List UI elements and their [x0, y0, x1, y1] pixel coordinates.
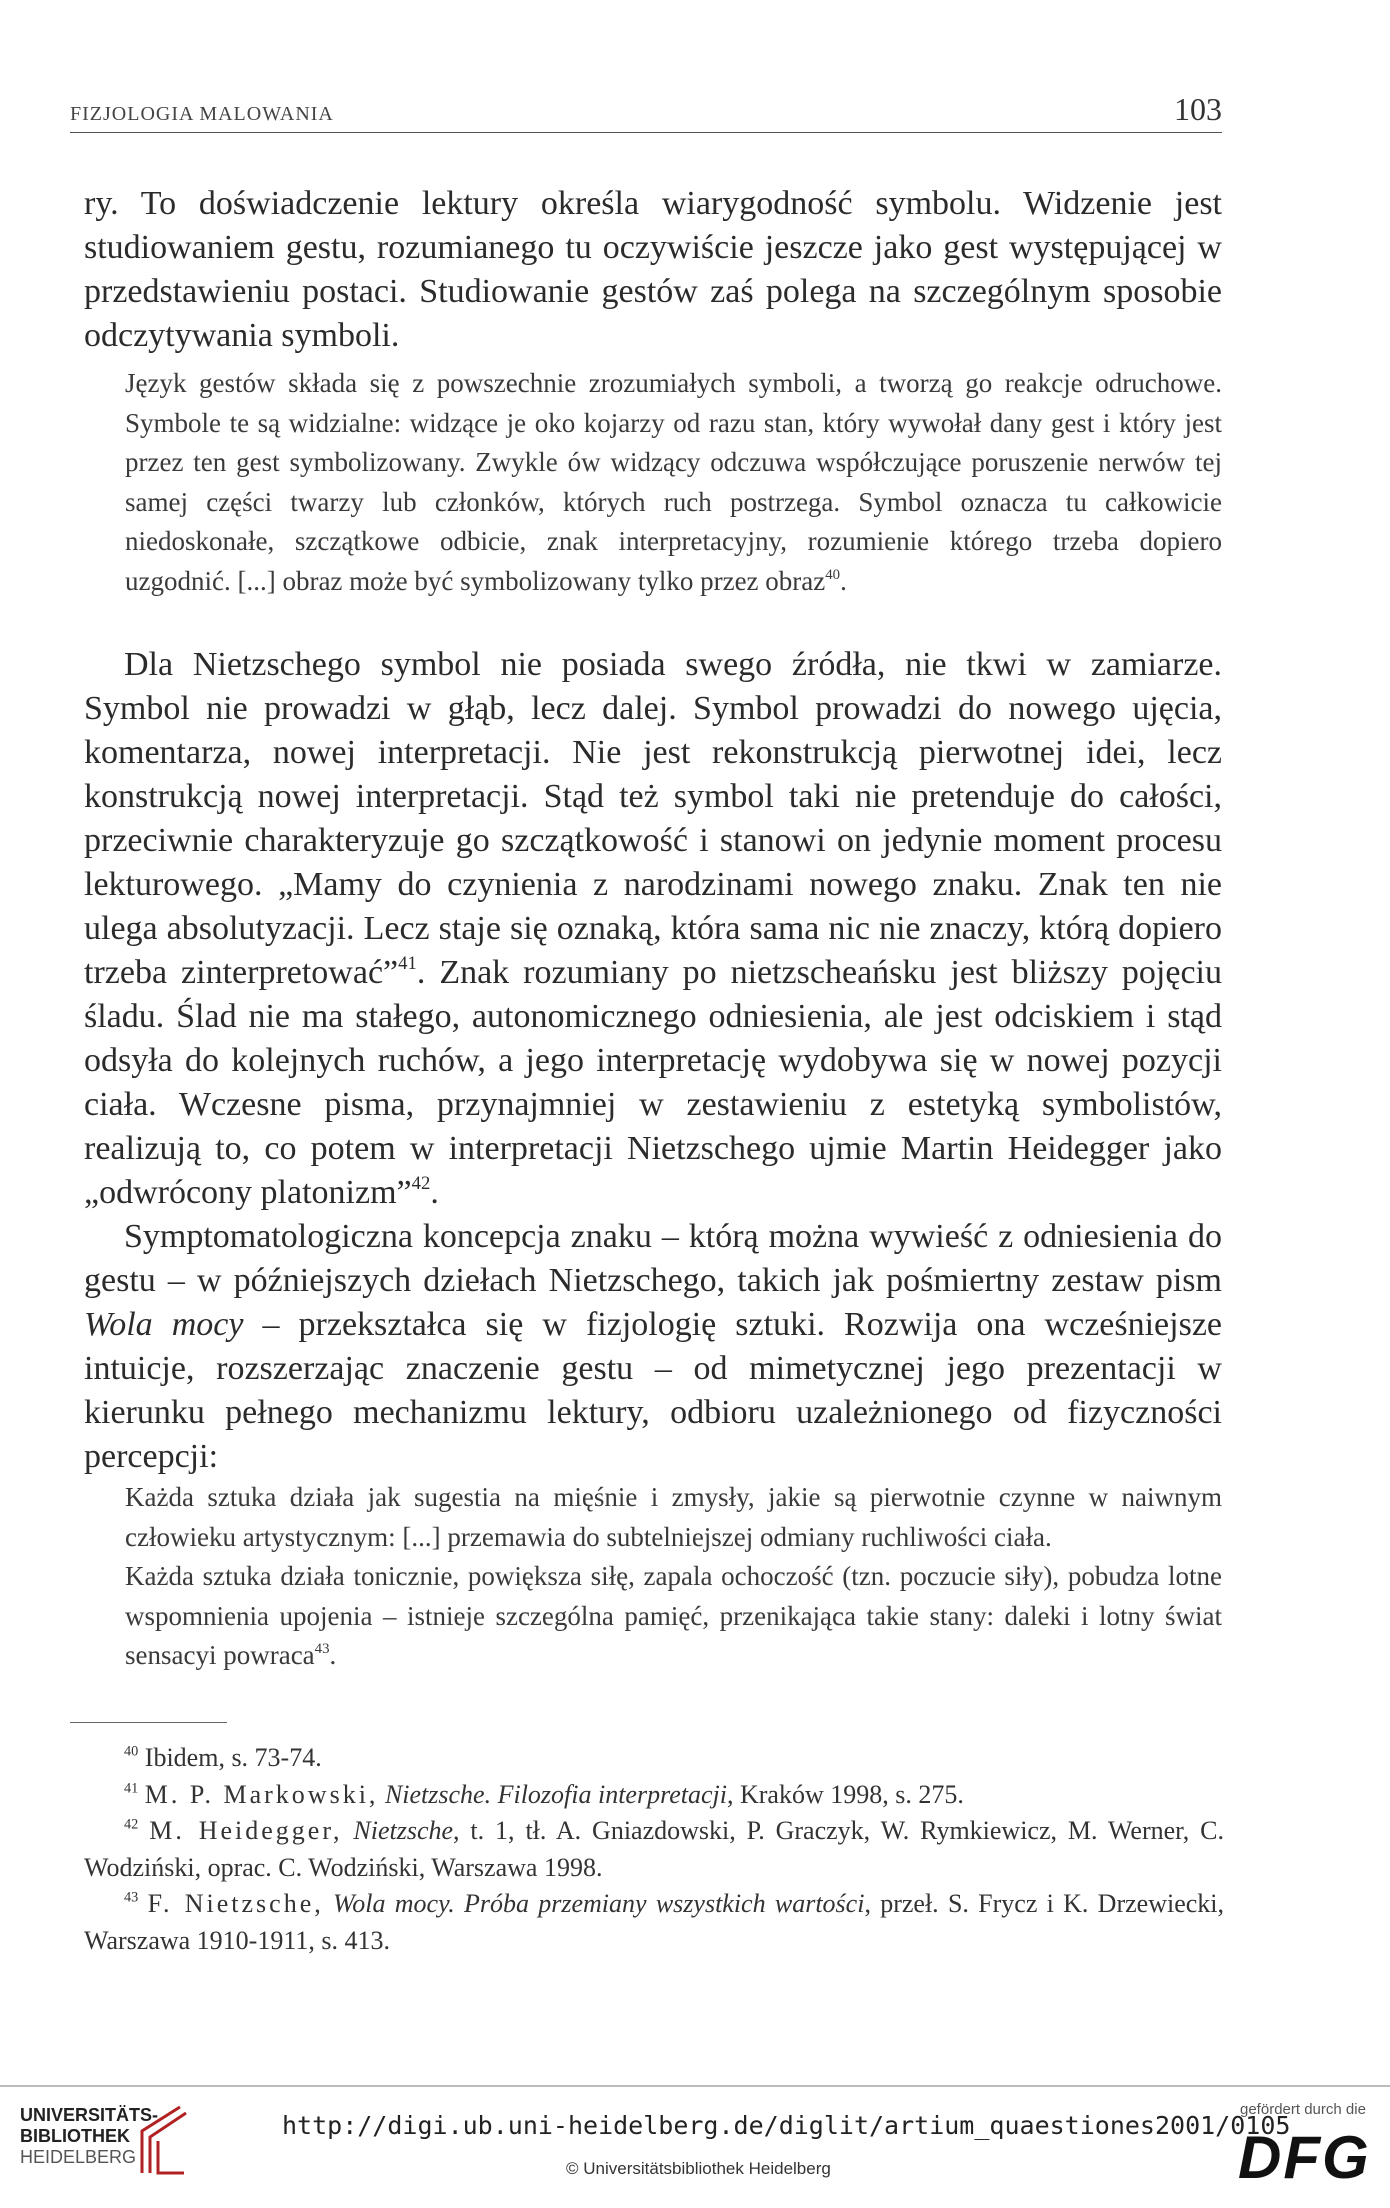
footnote-42-rest: , t. 1, tł. A. Gniazdowski, P. Graczyk, W. Rymkiewicz, M. Werner, C. Wodziński, oprac. C. Wodziński, Warszawa 1998.	[84, 1816, 1225, 1882]
footnote-42	[84, 1813, 1224, 1886]
library-line-2: BIBLIOTHEK	[20, 2126, 130, 2146]
paragraph-2	[84, 643, 1222, 1215]
footnote-ref-43: 43	[314, 1640, 330, 1657]
footnote-43-number: 43	[124, 1889, 139, 1906]
paragraph-2-part1: Dla Nietzschego symbol nie posiada swego źródła, nie tkwi w zamiarze. Symbol nie prowadzi w głąb, lecz dalej. Symbol prowadzi do nowego ujęcia, komentarza, nowej interpretacji. Nie jest rekonstrukcją pierwotnej idei, lecz konstrukcją nowej interpretacji. Stąd też symbol taki nie pretenduje do całości, przeciwnie charakteryzuje go szczątkowość i stanowi on jedynie moment procesu lekturowego. „Mamy do czynienia z narodzinami nowego znaku. Znak ten nie ulega absolutyzacji. Lecz staje się oznaką, która sama nic nie znaczy, którą dopiero trzeba zinterpretować”	[84, 646, 1222, 991]
block-quote-2	[125, 1478, 1222, 1676]
paragraph-3-text	[84, 1215, 1222, 1479]
paragraph-2-part2: . Znak rozumiany po nietzscheańsku jest bliższy pojęciu śladu. Ślad nie ma stałego, autonomicznego odniesienia, ale jest odciskiem i stąd odsyła do kolejnych ruchów, a jego interpretację wydobywa się w nowej pozycji ciała. Wczesne pisma, przynajmniej w zestawieniu z estetyką symbolistów, realizują to, co potem w interpretacji Nietzschego ujmie Martin Heidegger jako „odwrócony platonizm”	[84, 954, 1222, 1211]
block-quote-1	[125, 364, 1222, 601]
footnote-41-number: 41	[124, 1779, 139, 1796]
dfg-logo: DFG	[1238, 2124, 1371, 2191]
footnote-41-author: M. P. Markowski,	[144, 1779, 379, 1809]
footnote-separator	[70, 1722, 227, 1723]
funding-label: gefördert durch die	[1240, 2101, 1366, 2118]
quote-1-body: Język gestów składa się z powszechnie zrozumiałych symboli, a tworzą go reakcje odruchowe. Symbole te są widzialne: widzące je oko kojarzy od razu stan, który wywołał dany gest i który jest przez ten gest symbolizowany. Zwykle ów widzący odczuwa współczujące poruszenie nerwów tej samej części twarzy lub członków, których ruch postrzega. Symbol oznacza tu całkowicie niedoskonałe, szczątkowe odbicie, znak interpretacyjny, rozumienie którego trzeba dopiero uzgodnić. [...] obraz może być symbolizowany tylko przez obraz	[125, 368, 1222, 596]
footnote-43	[84, 1886, 1224, 1959]
viewer-footer	[0, 2085, 1390, 2208]
footnote-ref-40: 40	[825, 566, 841, 583]
footnote-ref-41: 41	[398, 952, 417, 974]
paragraph-3-part2: – przekształca się w fizjologię sztuki. Rozwija ona wcześniejsze intuicje, rozszerzając znaczenie gestu – od mimetycznej jego prezentacji w kierunku pełnego mechanizmu lektury, odbioru uzależnionego od fizyczności percepcji:	[84, 1306, 1222, 1475]
block-quote-2-p2	[125, 1557, 1222, 1676]
footnote-40-text: Ibidem, s. 73-74.	[144, 1743, 322, 1772]
quote-2-end: .	[329, 1640, 337, 1670]
footnote-41-title: Nietzsche. Filozofia interpretacji	[384, 1779, 727, 1809]
block-quote-1-text	[125, 364, 1222, 601]
paragraph-1-text: ry. To doświadczenie lektury określa wiarygodność symbolu. Widzenie jest studiowaniem gestu, rozumianego tu oczywiście jeszcze jako gest występującej w przedstawieniu postaci. Studiowanie gestów zaś polega na szczególnym sposobie odczytywania symboli.	[84, 185, 1222, 354]
permalink-url[interactable]: http://digi.ub.uni-heidelberg.de/diglit/artium_quaestiones2001/0105	[282, 2111, 1291, 2140]
copyright-notice: © Universitätsbibliothek Heidelberg	[566, 2159, 831, 2178]
paragraph-2-end: .	[430, 1174, 439, 1211]
paragraph-2-text	[84, 643, 1222, 1215]
quote-1-end: .	[840, 565, 847, 596]
block-quote-2-p1: Każda sztuka działa jak sugestia na mięśnie i zmysły, jakie są pierwotnie czynne w naiwnym człowieku artystycznym: [...] przemawia do subtelniejszej odmiany ruchliwości ciała.	[125, 1482, 1222, 1552]
library-logo-icon	[132, 2101, 192, 2177]
page-header	[70, 92, 1222, 133]
paragraph-3	[84, 1215, 1222, 1479]
footnote-42-author: M. Heidegger,	[149, 1816, 343, 1845]
paragraph-3-part1: Symptomatologiczna koncepcja znaku – którą można wywieść z odniesienia do gestu – w późniejszych dziełach Nietzschego, takich jak pośmiertny zestaw pism	[84, 1218, 1222, 1299]
paragraph-3-italic-title: Wola mocy	[84, 1306, 244, 1343]
footnotes	[84, 1740, 1224, 1959]
footnote-43-author: F. Nietzsche,	[147, 1889, 324, 1918]
footnote-ref-42: 42	[411, 1172, 431, 1194]
footnote-40	[84, 1740, 1224, 1777]
paragraph-1	[84, 182, 1222, 358]
quote-2-p2-body: Każda sztuka działa tonicznie, powiększa siłę, zapala ochoczość (tzn. poczucie siły), pobudza lotne wspomnienia upojenia – istnieje szczególna pamięć, przenikająca takie stany: daleki i lotny świat sensacyi powraca	[125, 1561, 1222, 1670]
library-line-1: UNIVERSITÄTS-	[20, 2105, 159, 2125]
footnote-42-title: Nietzsche	[353, 1816, 454, 1845]
footnote-43-title: Wola mocy. Próba przemiany wszystkich wartości	[333, 1889, 865, 1918]
footnote-41-rest: , Kraków 1998, s. 275.	[727, 1779, 964, 1809]
footnote-43-rest: , przeł. S. Frycz i K. Drzewiecki, Warszawa 1910-1911, s. 413.	[84, 1889, 1225, 1955]
library-line-3: HEIDELBERG	[20, 2147, 137, 2167]
footnote-41	[84, 1777, 1224, 1814]
footnote-40-number: 40	[124, 1743, 139, 1760]
page-number: 103	[1174, 91, 1222, 127]
footnote-42-number: 42	[124, 1816, 139, 1833]
running-title: FIZJOLOGIA MALOWANIA	[70, 103, 334, 125]
